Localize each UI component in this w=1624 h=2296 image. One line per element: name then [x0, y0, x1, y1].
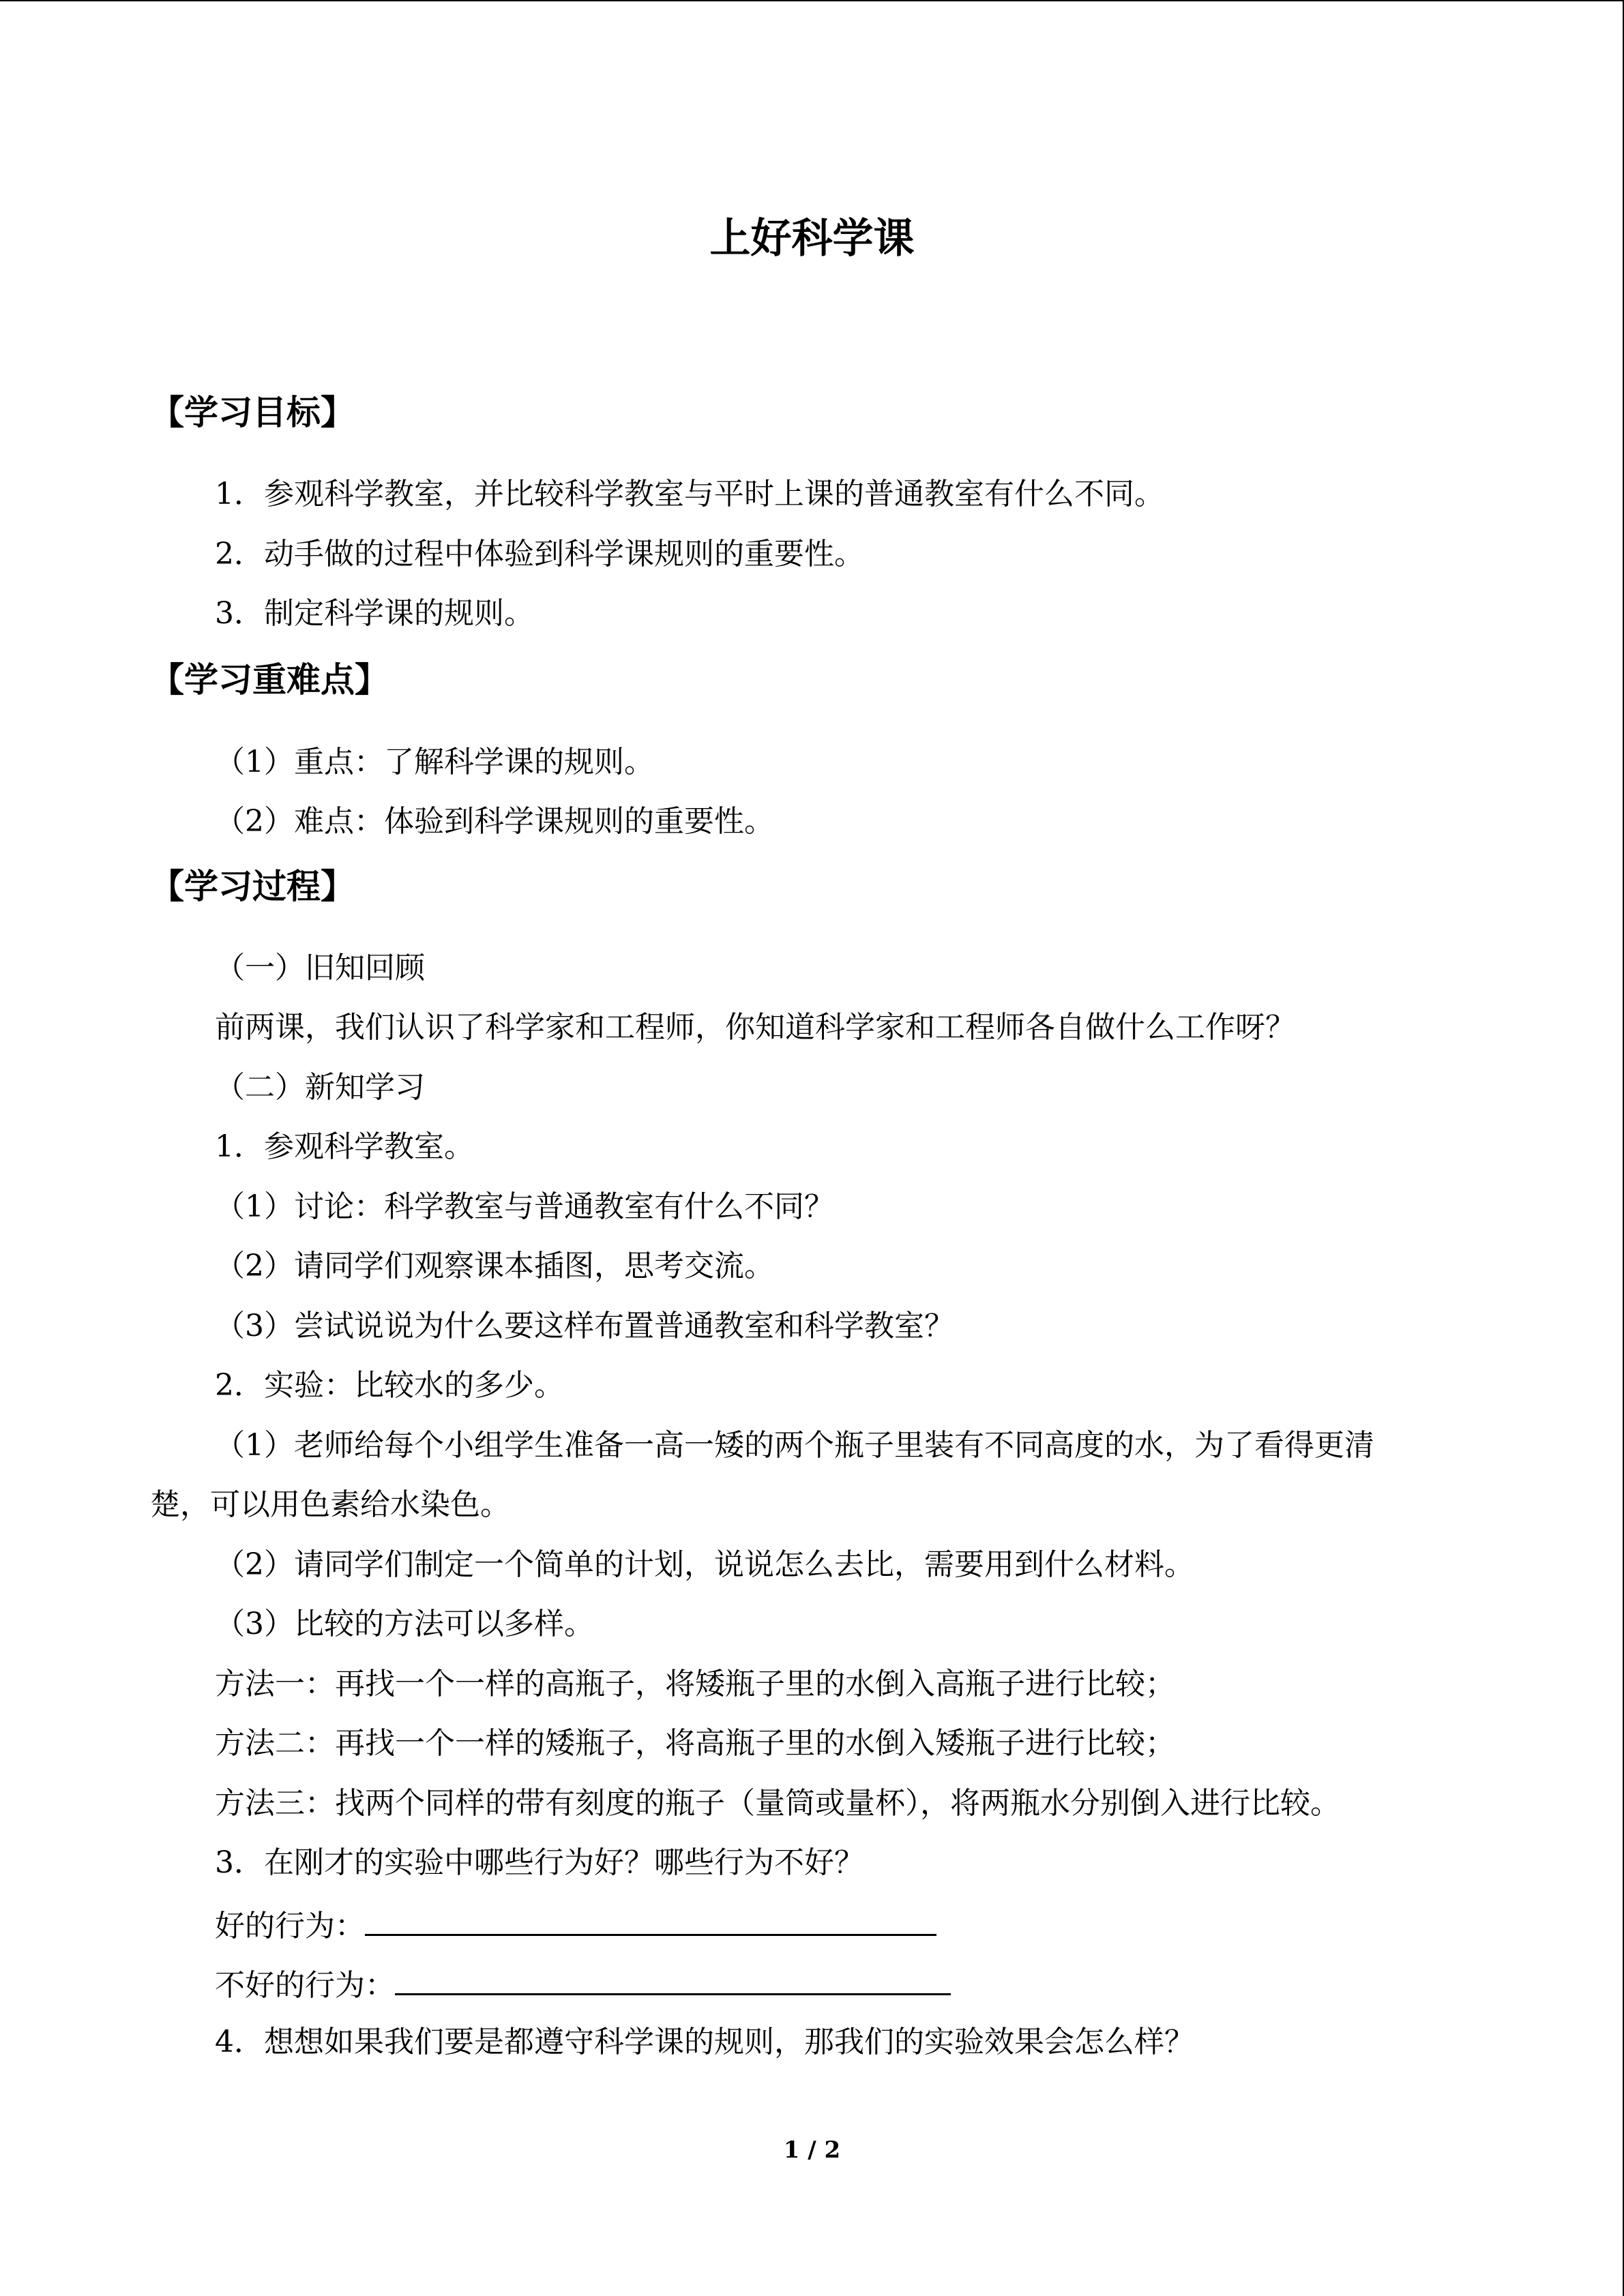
process-item-1-sub-2: （2）请同学们观察课本插图，思考交流。	[215, 1249, 774, 1283]
process-item-2-sub-1-line-2: 楚，可以用色素给水染色。	[150, 1487, 510, 1522]
bad-behavior-label: 不好的行为：	[215, 1968, 395, 2003]
process-heading: 【学习过程】	[150, 867, 355, 906]
goal-item-3: 3．制定科学课的规则。	[215, 596, 534, 631]
good-behavior-blank[interactable]	[365, 1903, 936, 1936]
good-behavior-row	[215, 1903, 936, 1947]
process-item-4: 4．想想如果我们要是都遵守科学课的规则，那我们的实验效果会怎么样？	[215, 2025, 1194, 2059]
bad-behavior-row	[215, 1962, 951, 2006]
goals-heading: 【学习目标】	[150, 393, 355, 432]
method-2: 方法二：再找一个一样的矮瓶子，将高瓶子里的水倒入矮瓶子进行比较；	[215, 1726, 1175, 1761]
method-1: 方法一：再找一个一样的高瓶子，将矮瓶子里的水倒入高瓶子进行比较；	[215, 1667, 1175, 1701]
keypoint-item-1: （1）重点：了解科学课的规则。	[215, 745, 654, 779]
goal-item-1: 1．参观科学教室，并比较科学教室与平时上课的普通教室有什么不同。	[215, 477, 1164, 511]
keypoints-heading: 【学习重难点】	[150, 660, 389, 700]
bad-behavior-blank[interactable]	[395, 1962, 951, 1995]
keypoint-item-2: （2）难点：体验到科学课规则的重要性。	[215, 804, 774, 839]
process-item-1-sub-1: （1）讨论：科学教室与普通教室有什么不同？	[215, 1189, 834, 1224]
process-item-1: 1．参观科学教室。	[215, 1129, 474, 1164]
process-item-2-sub-2: （2）请同学们制定一个简单的计划，说说怎么去比，需要用到什么材料。	[215, 1547, 1194, 1582]
process-item-3: 3．在刚才的实验中哪些行为好？哪些行为不好？	[215, 1845, 864, 1880]
process-item-2: 2．实验：比较水的多少。	[215, 1368, 564, 1403]
document-title: 上好科学课	[709, 215, 915, 263]
page-number: 1 / 2	[783, 2136, 841, 2164]
goal-item-2: 2．动手做的过程中体验到科学课规则的重要性。	[215, 537, 864, 571]
review-text: 前两课，我们认识了科学家和工程师，你知道科学家和工程师各自做什么工作呀？	[215, 1010, 1295, 1045]
process-item-2-sub-3: （3）比较的方法可以多样。	[215, 1607, 594, 1641]
process-item-2-sub-1-line-1: （1）老师给每个小组学生准备一高一矮的两个瓶子里装有不同高度的水，为了看得更清	[215, 1428, 1374, 1463]
review-title: （一）旧知回顾	[215, 951, 425, 985]
process-item-1-sub-3: （3）尝试说说为什么要这样布置普通教室和科学教室？	[215, 1309, 954, 1343]
method-3: 方法三：找两个同样的带有刻度的瓶子（量筒或量杯），将两瓶水分别倒入进行比较。	[215, 1786, 1340, 1821]
good-behavior-label: 好的行为：	[215, 1909, 365, 1943]
new-learning-title: （二）新知学习	[215, 1070, 425, 1105]
